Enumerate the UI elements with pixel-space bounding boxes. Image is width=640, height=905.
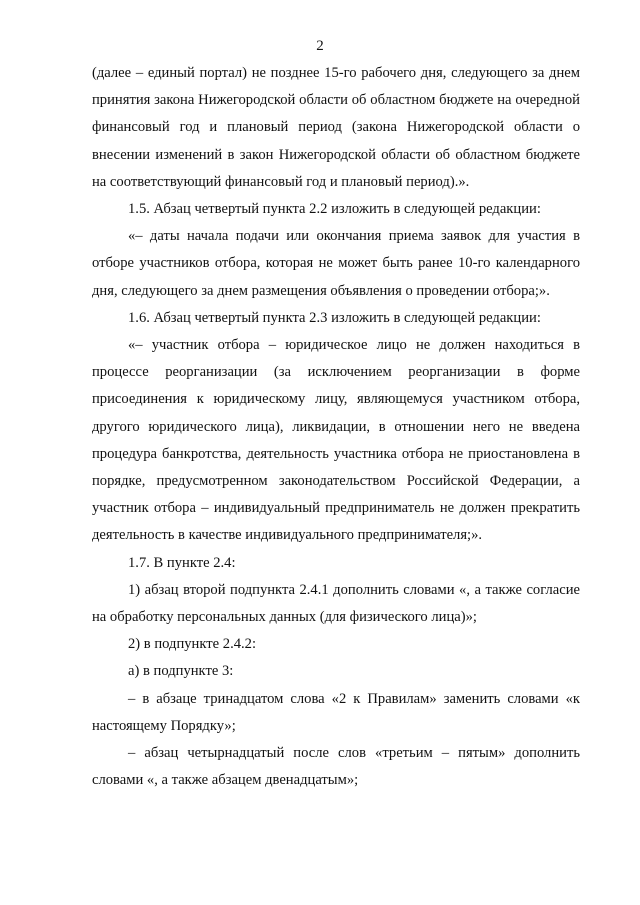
paragraph-dash-2: – абзац четырнадцатый после слов «третьим – пятым» дополнить словами «, а также абзацем двенадцатым»; bbox=[92, 745, 580, 789]
document-body bbox=[92, 60, 580, 794]
paragraph-1-5: 1.5. Абзац четвертый пункта 2.2 изложить в следующей редакции: bbox=[128, 201, 541, 218]
paragraph-1-6: 1.6. Абзац четвертый пункта 2.3 изложить в следующей редакции: bbox=[128, 309, 541, 326]
paragraph-1-7-item-1: 1) абзац второй подпункта 2.4.1 дополнить словами «, а также согласие на обработку персональных данных (для физического лица)»; bbox=[92, 581, 580, 626]
paragraph-continuation: (далее – единый портал) не позднее 15-го рабочего дня, следующего за днем принятия закона Нижегородской области об областном бюджете на очередной финансовый год и плановый период (закона Нижегородской области о внесении изменений в закон Нижегородской области об областном бюджете на соответствующий финансовый год и плановый период).». bbox=[92, 65, 580, 190]
paragraph-1-5-text: «– даты начала подачи или окончания приема заявок для участия в отборе участников отбора, которая не может быть ранее 10-го календарного дня, следующего за днем размещения объявления о проведении отбора;». bbox=[92, 228, 580, 299]
paragraph-1-7-item-2: 2) в подпункте 2.4.2: bbox=[128, 636, 257, 653]
paragraph-1-6-text: «– участник отбора – юридическое лицо не должен находиться в процессе реорганизации (за исключением реорганизации в форме присоединения к юридическому лицу, являющемуся участником отбора, другого юридического лица), ликвидации, в отношении него не введена процедура банкротства, деятельность участника отбора не приостановлена в порядке, предусмотренном законодательством Российской Федерации, а участник отбора – индивидуальный предприниматель не должен прекратить деятельность в качестве индивидуального предпринимателя;». bbox=[92, 337, 580, 544]
page-number: 2 bbox=[316, 38, 324, 54]
paragraph-dash-1: – в абзаце тринадцатом слова «2 к Правилам» заменить словами «к настоящему Порядку»; bbox=[92, 690, 580, 734]
paragraph-1-7: 1.7. В пункте 2.4: bbox=[128, 554, 236, 571]
paragraph-1-7-item-2a: а) в подпункте 3: bbox=[128, 663, 234, 680]
